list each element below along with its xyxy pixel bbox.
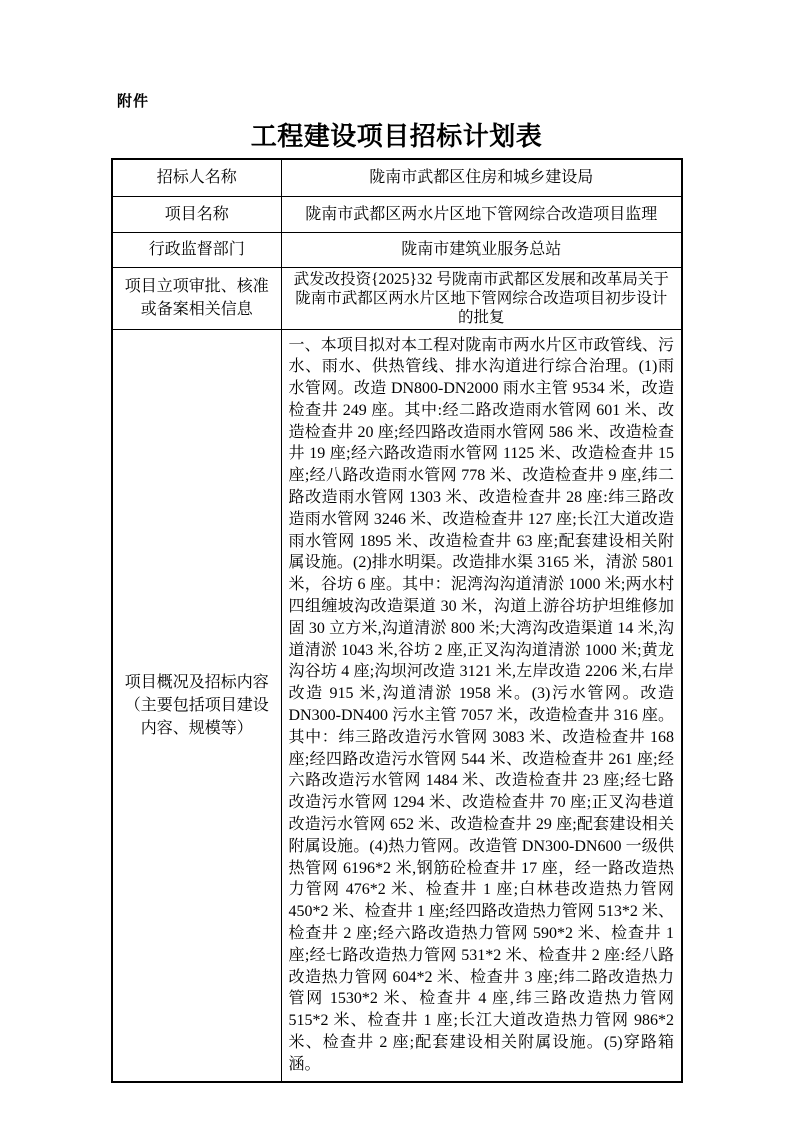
row-value-project-overview: 一、本项目拟对本工程对陇南市两水片区市政管线、污水、雨水、供热管线、排水沟道进行综合治理。(1)雨水管网。改造 DN800-DN2000 雨水主管 9534 米，改造检查井 249 座。其中:经二路改造雨水管网 601 米、改造检查井 20 座;经四路改造雨水管网 586 米、改造检查井 19 座;经六路改造雨水管网 1125 米、改造检查井 15 座;经八路改造雨水管网 778 米、改造检查井 9 座,纬二路改造雨水管网 1303 米、改造检查井 28 座:纬三路改造雨水管网 3246 米、改造检查井 127 座;长江大道改造雨水管网 1895 米、改造检查井 63 座;配套建设相关附属设施。(2)排水明渠。改造排水渠 3165 米，清淤 5801 米，谷坊 6 座。其中：泥湾沟沟道清淤 1000 米;两水村四组缠坡沟改造渠道 30 米，沟道上游谷坊护坦维修加固 30 立方米,沟道清淤 800 米;大湾沟改造渠道 14 米,沟道清淤 1043 米,谷坊 2 座,正叉沟沟道清淤 1000 米;黄龙沟谷坊 4 座;沟坝河改造 3121 米,左岸改造 2206 米,右岸改造 915 米,沟道清淤 1958 米。(3)污水管网。改造 DN300-DN400 污水主管 7057 米，改造检查井 316 座。其中：纬三路改造污水管网 3083 米、改造检查井 168 座;经四路改造污水管网 544 米、改造检查井 261 座;经六路改造污水管网 1484 米、改造检查井 23 座;经七路改造污水管网 1294 米、改造检查井 70 座;正叉沟巷道改造污水管网 652 米、改造检查井 29 座;配套建设相关附属设施。(4)热力管网。改造管 DN300-DN600 一级供热管网 6196*2 米,钢筋砼检查井 17 座，经一路改造热力管网 476*2 米、检查井 1 座;白林巷改造热力管网 450*2 米、检查井 1 座;经四路改造热力管网 513*2 米、检查井 2 座;经六路改造热力管网 590*2 米、检查井 1 座;经七路改造热力管网 531*2 米、检查井 2 座:经八路改造热力管网 604*2 米、检查井 3 座;纬二路改造热力管网 1530*2 米、检查井 4 座,纬三路改造热力管网 515*2 米、检查井 1 座;长江大道改造热力管网 986*2 米、检查井 2 座;配套建设相关附属设施。(5)穿路箱涵。 [281, 329, 682, 1082]
table-row [112, 329, 682, 1082]
table-row [112, 196, 682, 232]
attachment-label: 附件 [117, 93, 150, 110]
row-value-bidder-name: 陇南市武都区住房和城乡建设局 [281, 159, 682, 196]
page-title: 工程建设项目招标计划表 [250, 121, 543, 151]
row-label-approval-info: 项目立项审批、核准或备案相关信息 [112, 267, 281, 329]
row-label-bidder-name: 招标人名称 [112, 159, 281, 196]
row-label-project-overview: 项目概况及招标内容（主要包括项目建设内容、规模等） [112, 329, 281, 1082]
row-label-supervision-department: 行政监督部门 [112, 232, 281, 267]
table-row [112, 232, 682, 267]
tender-plan-table [111, 158, 683, 1083]
row-value-project-name: 陇南市武都区两水片区地下管网综合改造项目监理 [281, 196, 682, 232]
row-value-supervision-department: 陇南市建筑业服务总站 [281, 232, 682, 267]
table-row [112, 159, 682, 196]
row-value-approval-info: 武发改投资{2025}32 号陇南市武都区发展和改革局关于陇南市武都区两水片区地下管网综合改造项目初步设计的批复 [281, 267, 682, 329]
table-row [112, 267, 682, 329]
row-label-project-name: 项目名称 [112, 196, 281, 232]
